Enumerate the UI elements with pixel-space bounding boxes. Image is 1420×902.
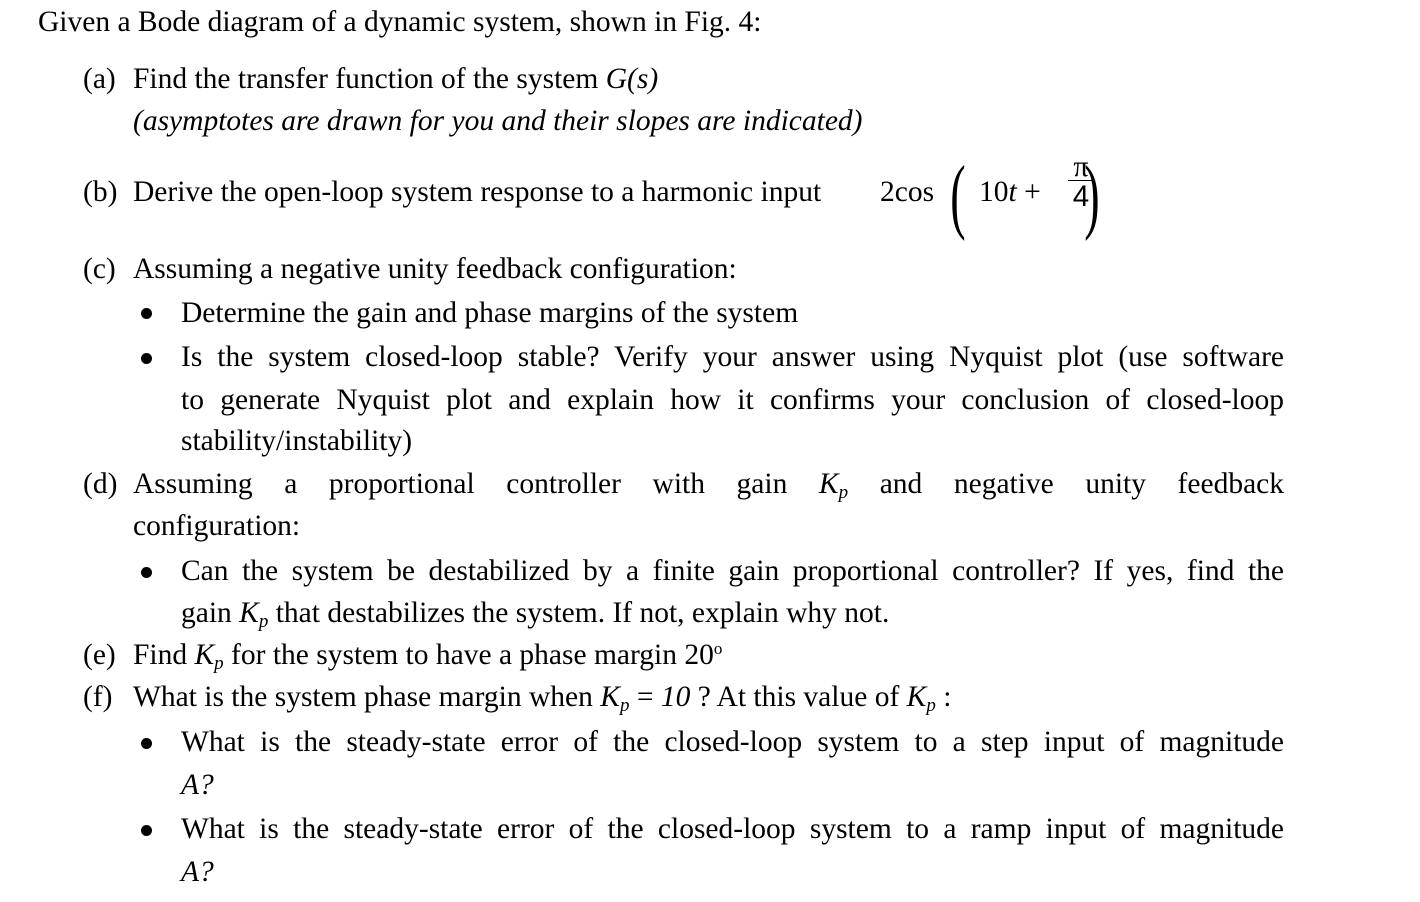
kp-subscript: p (258, 611, 269, 632)
part-b-text: Derive the open-loop system response to a harmonic input (133, 176, 822, 208)
formula-amplitude: 2cos (880, 176, 935, 208)
part-f-text-3: : (935, 681, 952, 713)
kp-subscript: p (214, 653, 224, 674)
formula-var: t (1008, 176, 1017, 208)
kp-symbol: K (906, 681, 927, 713)
part-c-text: Assuming a negative unity feedback configuration: (133, 253, 737, 285)
formula-plus: + (1024, 176, 1041, 208)
part-f-bullet-2: What is the steady-state error of the closed-loop system to a ramp input of magnitude (181, 813, 1284, 845)
part-a-question: Find the transfer function of the system (133, 63, 606, 95)
kp-subscript: p (926, 695, 936, 716)
bullet-icon (141, 567, 152, 578)
part-a-note: (asymptotes are drawn for you and their slopes are indicated) (133, 105, 863, 137)
part-b-label: (b) (83, 176, 118, 208)
part-e-text-1: Find (133, 639, 195, 671)
part-a-label: (a) (83, 63, 116, 95)
bullet-icon (141, 825, 152, 836)
bullet-icon (141, 738, 152, 749)
formula-coef: 10 (979, 176, 1009, 208)
kp-subscript: p (838, 482, 849, 503)
formula-argument (979, 175, 1041, 209)
fraction-denominator: 4 (1068, 180, 1094, 213)
part-c-bullet-2-line-3: stability/instability) (181, 425, 413, 457)
kp-value: 10 (660, 681, 691, 713)
part-d-bullet-text-2: that destabilizes the system. If not, explain why not. (268, 597, 890, 629)
part-f-text-2: ? At this value of (690, 681, 907, 713)
part-c-bullet-1: Determine the gain and phase margins of the system (181, 297, 799, 329)
part-d-text-3: configuration: (133, 510, 301, 542)
part-d-bullet-line-2 (181, 596, 889, 630)
kp-symbol: K (239, 597, 259, 629)
part-f-bullet-1: What is the steady-state error of the closed-loop system to a step input of magnitude (181, 726, 1284, 758)
part-e-text-2: for the system to have a phase margin 20 (223, 639, 714, 671)
kp-symbol: K (818, 468, 839, 500)
part-d-label: (d) (83, 468, 118, 500)
part-f-text (133, 680, 951, 714)
part-d-bullet-line-1: Can the system be destabilized by a finite gain proportional controller? If yes, find the (181, 555, 1284, 587)
part-f-text-1: What is the system phase margin when (133, 681, 601, 713)
kp-symbol: K (600, 681, 620, 713)
right-paren: ) (1084, 149, 1100, 242)
part-c-bullet-2-line-2: to generate Nyquist plot and explain how it confirms your conclusion of closed-loop (181, 384, 1284, 416)
fraction-numerator: π (1073, 151, 1089, 183)
part-d-text-2: and negative unity feedback (879, 468, 1285, 500)
kp-symbol: K (194, 639, 215, 671)
bullet-icon (141, 353, 152, 364)
part-e-label: (e) (83, 639, 116, 671)
part-f-bullet-1-cont: A? (181, 769, 214, 801)
problem-title: Given a Bode diagram of a dynamic system, shown in Fig. 4: (38, 6, 762, 38)
left-paren: ( (950, 149, 966, 242)
part-f-label: (f) (83, 681, 113, 713)
transfer-function-symbol: G(s) (605, 63, 659, 95)
bullet-icon (141, 308, 152, 319)
part-c-label: (c) (83, 253, 116, 285)
equals-sign: = (629, 681, 661, 713)
part-c-bullet-2-line-1: Is the system closed-loop stable? Verify your answer using Nyquist plot (use software (181, 341, 1284, 373)
degree-symbol: o (713, 639, 723, 658)
part-d-bullet-text-1: gain (181, 597, 240, 629)
part-f-bullet-2-cont: A? (181, 856, 214, 888)
part-e-text (133, 638, 722, 672)
kp-subscript: p (619, 695, 630, 716)
part-a-text (133, 62, 658, 96)
part-d-text-1: Assuming a proportional controller with gain (133, 468, 819, 500)
part-d-text (133, 467, 1284, 501)
